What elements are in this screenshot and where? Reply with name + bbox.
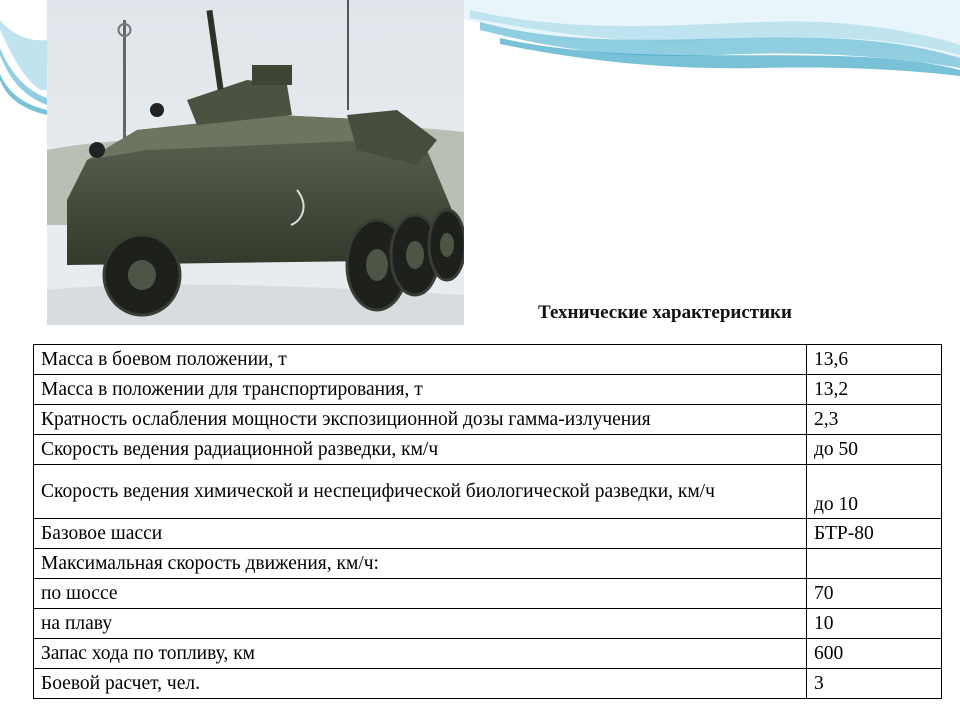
spec-name-cell: Масса в положении для транспортирования, т	[34, 375, 807, 405]
specifications-table	[33, 344, 942, 699]
spec-value-cell: 10	[807, 609, 942, 639]
table-row	[34, 405, 942, 435]
table-row	[34, 519, 942, 549]
spec-name-cell: по шоссе	[34, 579, 807, 609]
spec-value-cell: до 10	[807, 465, 942, 519]
table-row	[34, 609, 942, 639]
spec-name-cell: Скорость ведения радиационной разведки, км/ч	[34, 435, 807, 465]
spec-value-cell: 3	[807, 669, 942, 699]
table-row	[34, 375, 942, 405]
vehicle-photo	[47, 0, 464, 325]
spec-name-cell: Базовое шасси	[34, 519, 807, 549]
table-row	[34, 579, 942, 609]
spec-name-cell: Запас хода по топливу, км	[34, 639, 807, 669]
spec-value-cell: 13,6	[807, 345, 942, 375]
spec-value-cell: до 50	[807, 435, 942, 465]
spec-name-cell: на плаву	[34, 609, 807, 639]
spec-name-cell: Максимальная скорость движения, км/ч:	[34, 549, 807, 579]
table-row	[34, 435, 942, 465]
spec-value-cell: 2,3	[807, 405, 942, 435]
table-row	[34, 465, 942, 519]
table-caption: Технические характеристики	[538, 302, 792, 323]
spec-value-cell: БТР-80	[807, 519, 942, 549]
spec-value-cell: 70	[807, 579, 942, 609]
table-row	[34, 549, 942, 579]
spec-name-cell: Скорость ведения химической и неспецифической биологической разведки, км/ч	[34, 465, 807, 519]
table-row	[34, 345, 942, 375]
spec-value-cell	[807, 549, 942, 579]
spec-value-cell: 13,2	[807, 375, 942, 405]
spec-name-cell: Масса в боевом положении, т	[34, 345, 807, 375]
spec-name-cell: Боевой расчет, чел.	[34, 669, 807, 699]
table-row	[34, 639, 942, 669]
spec-value-cell: 600	[807, 639, 942, 669]
table-row	[34, 669, 942, 699]
spec-name-cell: Кратность ослабления мощности экспозиционной дозы гамма-излучения	[34, 405, 807, 435]
